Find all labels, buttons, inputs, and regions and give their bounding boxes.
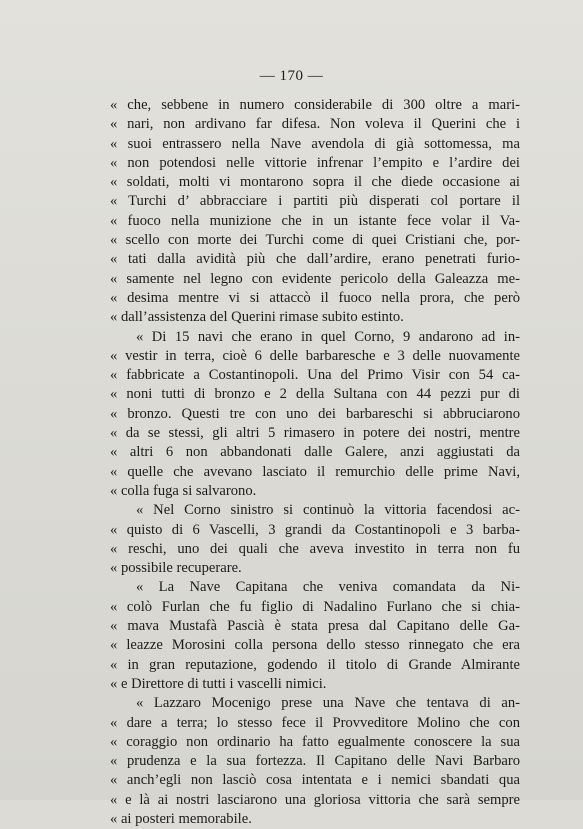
text-line: « reschi, uno dei quali che aveva investito in terra non fu xyxy=(110,540,520,557)
text-line: « da se stessi, gli altri 5 rimasero in potere dei nostri, mentre xyxy=(110,425,520,442)
text-line: « che, sebbene in numero considerabile di 300 oltre a mari- xyxy=(110,97,520,113)
text-line: « tati dalla avidità più che dall’ardire, erano penetrati furio- xyxy=(110,251,520,268)
text-line: « prudenza e la sua fortezza. Il Capitano delle Navi Barbaro xyxy=(110,753,520,770)
text-line: « fuoco nella munizione che in un istante fece volar il Va- xyxy=(110,212,520,229)
text-line: « quelle che avevano lasciato il remurchio delle prime Navi, xyxy=(110,463,520,480)
text-line: « vestir in terra, cioè 6 delle barbaresche e 3 delle nuovamente xyxy=(110,347,520,364)
text-line: « ai posteri memorabile. xyxy=(110,810,252,827)
text-line: « Nel Corno sinistro si continuò la vittoria facendosi ac- xyxy=(136,502,520,519)
text-line: « colla fuga si salvarono. xyxy=(110,482,257,499)
text-line: « soldati, molti vi montarono sopra il che diede occasione ai xyxy=(110,174,520,191)
text-line: « anch’egli non lasciò cosa intentata e i nemici sbandati qua xyxy=(110,772,520,789)
text-line: « dall’assistenza del Querini rimase subito estinto. xyxy=(110,309,404,326)
text-line: « Turchi d’ abbracciare i partiti più disperati col portare il xyxy=(110,193,520,210)
text-line: « noni tutti di bronzo e 2 della Sultana con 44 pezzi pur di xyxy=(110,386,520,403)
text-line: « quisto di 6 Vascelli, 3 grandi da Costantinopoli e 3 barba- xyxy=(110,521,520,538)
text-line: « fabbricate a Costantinopoli. Una del Primo Visir con 54 ca- xyxy=(110,367,520,384)
text-line: « mava Mustafà Pascià è stata presa dal Capitano delle Ga- xyxy=(110,618,520,635)
text-line: « scello con morte dei Turchi come di quei Cristiani che, por- xyxy=(110,232,520,249)
text-line: « desima mentre vi si attaccò il fuoco nella prora, che però xyxy=(110,289,520,306)
text-line: « colò Furlan che fu figlio di Nadalino Furlano che si chia- xyxy=(110,598,520,615)
text-line: « Lazzaro Mocenigo prese una Nave che tentava di an- xyxy=(136,695,520,712)
text-line: « leazze Morosini colla persona dello stesso rinnegato che era xyxy=(110,637,520,654)
text-line: « bronzo. Questi tre con uno dei barbareschi si abbruciarono xyxy=(110,405,520,422)
text-line: « altri 6 non abbandonati dalle Galere, anzi aggiustati da xyxy=(110,444,520,461)
text-line: « samente nel legno con evidente pericolo della Galeazza me- xyxy=(110,270,520,287)
text-line: « possibile recuperare. xyxy=(110,560,242,577)
text-line: « La Nave Capitana che veniva comandata da Ni- xyxy=(136,579,520,596)
text-line: « dare a terra; lo stesso fece il Provveditore Molino che con xyxy=(110,714,520,731)
text-line: « non potendosi nelle vittorie infrenar l’empito e l’ardire dei xyxy=(110,154,520,171)
text-line: « suoi entrassero nella Nave avendola di già sottomessa, ma xyxy=(110,135,520,152)
text-line: « Di 15 navi che erano in quel Corno, 9 andarono ad in- xyxy=(136,328,520,345)
text-line: « coraggio non ordinario ha fatto egualmente conoscere la sua xyxy=(110,733,520,750)
text-line: « e Direttore di tutti i vascelli nimici. xyxy=(110,675,327,692)
text-line: « nari, non ardivano far difesa. Non voleva il Querini che i xyxy=(110,116,520,133)
body-text xyxy=(110,96,520,829)
text-line: « in gran reputazione, godendo il titolo di Grande Almirante xyxy=(110,656,520,673)
page-number: — 170 — xyxy=(259,68,324,84)
text-line: « e là ai nostri lasciarono una gloriosa vittoria che sarà sempre xyxy=(110,791,520,808)
